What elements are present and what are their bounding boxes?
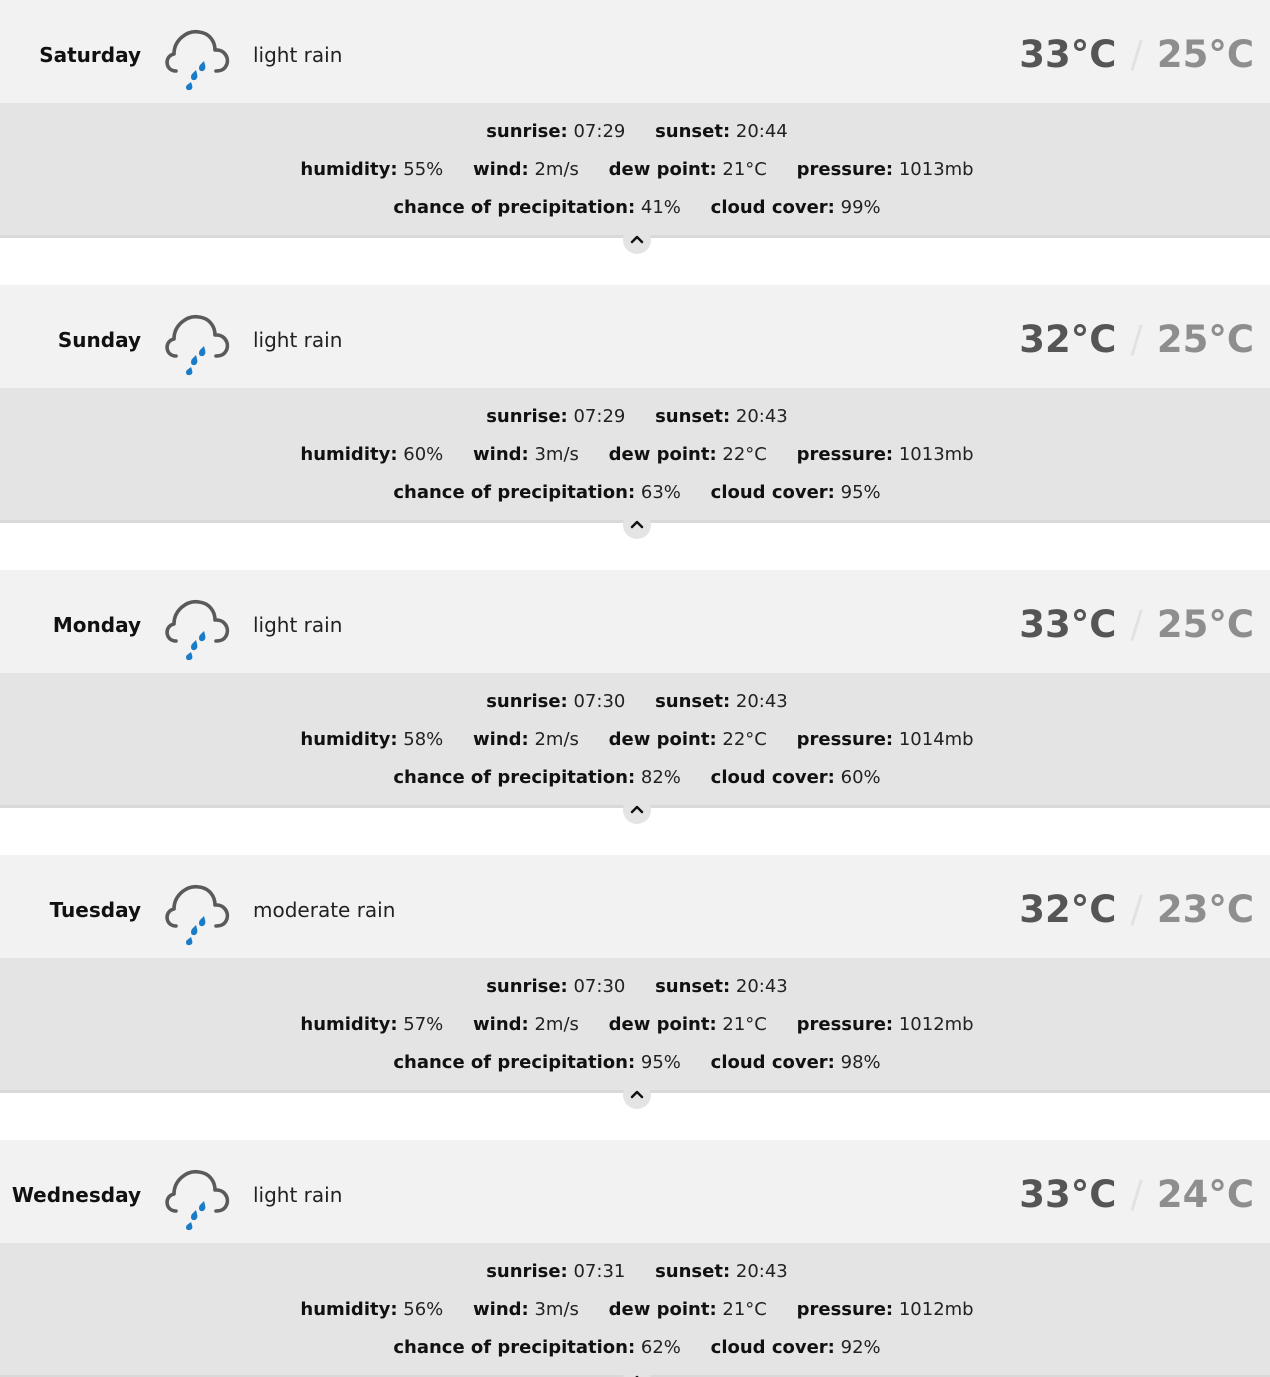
day-name: Tuesday bbox=[49, 898, 141, 922]
temp-separator: / bbox=[1130, 33, 1143, 76]
sunset-value: 20:43 bbox=[735, 691, 788, 712]
humidity-value: 56% bbox=[403, 1299, 444, 1320]
cloud-cover-label: cloud cover: bbox=[710, 1052, 835, 1073]
sunrise-item bbox=[486, 1260, 625, 1284]
wind-label: wind: bbox=[473, 1014, 529, 1035]
dew-point-label: dew point: bbox=[608, 159, 717, 180]
detail-row-sun bbox=[0, 405, 1270, 429]
detail-row-atmosphere bbox=[0, 1298, 1270, 1322]
detail-row-sun bbox=[0, 1260, 1270, 1284]
day-header[interactable] bbox=[0, 570, 1270, 673]
sunrise-label: sunrise: bbox=[486, 406, 568, 427]
dew-point-label: dew point: bbox=[608, 729, 717, 750]
wind-value: 3m/s bbox=[534, 1299, 579, 1320]
wind-item bbox=[473, 158, 579, 182]
detail-row-sun bbox=[0, 690, 1270, 714]
cloud-rain-icon bbox=[163, 311, 231, 377]
temp-high: 32°C bbox=[1019, 318, 1117, 361]
pressure-value: 1012mb bbox=[898, 1299, 974, 1320]
temp-low: 24°C bbox=[1156, 1173, 1254, 1216]
wind-label: wind: bbox=[473, 1299, 529, 1320]
detail-row-precipitation bbox=[0, 196, 1270, 220]
detail-row-sun bbox=[0, 975, 1270, 999]
day-name: Wednesday bbox=[11, 1183, 141, 1207]
sunset-label: sunset: bbox=[655, 406, 731, 427]
dew-point-label: dew point: bbox=[608, 1014, 717, 1035]
weather-condition: light rain bbox=[253, 1183, 343, 1207]
weather-condition: moderate rain bbox=[253, 898, 396, 922]
pressure-label: pressure: bbox=[796, 444, 894, 465]
temp-low: 23°C bbox=[1156, 888, 1254, 931]
wind-value: 2m/s bbox=[534, 1014, 579, 1035]
precipitation-label: chance of precipitation: bbox=[393, 1337, 636, 1358]
dew-point-label: dew point: bbox=[608, 1299, 717, 1320]
forecast-day bbox=[0, 0, 1270, 285]
precipitation-value: 95% bbox=[640, 1052, 681, 1073]
temp-high: 33°C bbox=[1019, 1173, 1117, 1216]
chevron-up-icon bbox=[630, 1089, 644, 1099]
sunrise-value: 07:30 bbox=[573, 691, 626, 712]
humidity-value: 60% bbox=[403, 444, 444, 465]
cloud-cover-item bbox=[711, 1051, 881, 1075]
humidity-item bbox=[300, 728, 443, 752]
pressure-item bbox=[797, 158, 974, 182]
collapse-toggle-button[interactable] bbox=[623, 226, 651, 254]
temp-separator: / bbox=[1130, 1173, 1143, 1216]
temp-separator: / bbox=[1130, 603, 1143, 646]
sunrise-item bbox=[486, 405, 625, 429]
precipitation-value: 63% bbox=[640, 482, 681, 503]
precipitation-value: 62% bbox=[640, 1337, 681, 1358]
pressure-item bbox=[797, 728, 974, 752]
wind-value: 2m/s bbox=[534, 729, 579, 750]
weather-condition: light rain bbox=[253, 613, 343, 637]
temperature-range bbox=[1019, 570, 1254, 673]
temp-separator: / bbox=[1130, 888, 1143, 931]
sunrise-value: 07:30 bbox=[573, 976, 626, 997]
precipitation-value: 82% bbox=[640, 767, 681, 788]
sunset-label: sunset: bbox=[655, 691, 731, 712]
wind-value: 3m/s bbox=[534, 444, 579, 465]
sunrise-item bbox=[486, 120, 625, 144]
sunset-item bbox=[655, 405, 788, 429]
dew-point-item bbox=[609, 1298, 767, 1322]
day-header[interactable] bbox=[0, 285, 1270, 388]
wind-label: wind: bbox=[473, 444, 529, 465]
temp-low: 25°C bbox=[1156, 318, 1254, 361]
temperature-range bbox=[1019, 0, 1254, 103]
detail-row-precipitation bbox=[0, 1051, 1270, 1075]
dew-point-value: 21°C bbox=[722, 159, 767, 180]
sunset-value: 20:44 bbox=[735, 121, 788, 142]
temp-low: 25°C bbox=[1156, 603, 1254, 646]
wind-item bbox=[473, 1013, 579, 1037]
day-name: Sunday bbox=[57, 328, 141, 352]
dew-point-value: 21°C bbox=[722, 1299, 767, 1320]
day-details bbox=[0, 1243, 1270, 1377]
pressure-label: pressure: bbox=[796, 159, 894, 180]
humidity-value: 55% bbox=[403, 159, 444, 180]
wind-value: 2m/s bbox=[534, 159, 579, 180]
precipitation-label: chance of precipitation: bbox=[393, 197, 636, 218]
day-name: Saturday bbox=[39, 43, 141, 67]
day-header[interactable] bbox=[0, 855, 1270, 958]
detail-row-precipitation bbox=[0, 1336, 1270, 1360]
sunset-item bbox=[655, 690, 788, 714]
dew-point-item bbox=[609, 158, 767, 182]
sunrise-label: sunrise: bbox=[486, 1261, 568, 1282]
sunset-label: sunset: bbox=[655, 121, 731, 142]
sunrise-label: sunrise: bbox=[486, 121, 568, 142]
temp-separator: / bbox=[1130, 318, 1143, 361]
cloud-cover-label: cloud cover: bbox=[710, 1337, 835, 1358]
day-header[interactable] bbox=[0, 1140, 1270, 1243]
wind-item bbox=[473, 1298, 579, 1322]
detail-row-precipitation bbox=[0, 481, 1270, 505]
pressure-item bbox=[797, 1013, 974, 1037]
sunset-item bbox=[655, 120, 788, 144]
humidity-label: humidity: bbox=[300, 159, 398, 180]
precipitation-label: chance of precipitation: bbox=[393, 767, 636, 788]
humidity-item bbox=[300, 443, 443, 467]
wind-item bbox=[473, 728, 579, 752]
dew-point-value: 22°C bbox=[722, 444, 767, 465]
sunset-item bbox=[655, 975, 788, 999]
sunrise-value: 07:31 bbox=[573, 1261, 626, 1282]
day-details bbox=[0, 673, 1270, 808]
humidity-label: humidity: bbox=[300, 729, 398, 750]
pressure-value: 1012mb bbox=[898, 1014, 974, 1035]
day-details bbox=[0, 103, 1270, 238]
wind-item bbox=[473, 443, 579, 467]
detail-row-atmosphere bbox=[0, 1013, 1270, 1037]
dew-point-value: 21°C bbox=[722, 1014, 767, 1035]
temp-high: 32°C bbox=[1019, 888, 1117, 931]
cloud-cover-label: cloud cover: bbox=[710, 482, 835, 503]
pressure-value: 1014mb bbox=[898, 729, 974, 750]
chevron-up-icon bbox=[630, 804, 644, 814]
pressure-value: 1013mb bbox=[898, 444, 974, 465]
dew-point-item bbox=[609, 443, 767, 467]
collapse-toggle-button[interactable] bbox=[623, 1081, 651, 1109]
humidity-label: humidity: bbox=[300, 444, 398, 465]
humidity-item bbox=[300, 158, 443, 182]
cloud-cover-value: 98% bbox=[840, 1052, 881, 1073]
cloud-cover-item bbox=[711, 1336, 881, 1360]
dew-point-item bbox=[609, 728, 767, 752]
precipitation-item bbox=[393, 1051, 681, 1075]
cloud-cover-value: 60% bbox=[840, 767, 881, 788]
sunset-item bbox=[655, 1260, 788, 1284]
forecast-day bbox=[0, 285, 1270, 570]
precipitation-item bbox=[393, 481, 681, 505]
detail-row-atmosphere bbox=[0, 728, 1270, 752]
day-header[interactable] bbox=[0, 0, 1270, 103]
precipitation-item bbox=[393, 1336, 681, 1360]
cloud-rain-icon bbox=[163, 26, 231, 92]
forecast-day bbox=[0, 1140, 1270, 1377]
precipitation-item bbox=[393, 766, 681, 790]
humidity-item bbox=[300, 1013, 443, 1037]
sunrise-label: sunrise: bbox=[486, 691, 568, 712]
humidity-label: humidity: bbox=[300, 1014, 398, 1035]
cloud-cover-label: cloud cover: bbox=[710, 197, 835, 218]
dew-point-label: dew point: bbox=[608, 444, 717, 465]
cloud-cover-value: 95% bbox=[840, 482, 881, 503]
collapse-toggle-button[interactable] bbox=[623, 796, 651, 824]
detail-row-atmosphere bbox=[0, 158, 1270, 182]
sunrise-item bbox=[486, 975, 625, 999]
precipitation-label: chance of precipitation: bbox=[393, 482, 636, 503]
precipitation-value: 41% bbox=[640, 197, 681, 218]
forecast-day bbox=[0, 855, 1270, 1140]
cloud-rain-icon bbox=[163, 1166, 231, 1232]
sunrise-item bbox=[486, 690, 625, 714]
sunset-label: sunset: bbox=[655, 1261, 731, 1282]
sunrise-label: sunrise: bbox=[486, 976, 568, 997]
temperature-range bbox=[1019, 855, 1254, 958]
temp-low: 25°C bbox=[1156, 33, 1254, 76]
detail-row-precipitation bbox=[0, 766, 1270, 790]
detail-row-atmosphere bbox=[0, 443, 1270, 467]
detail-row-sun bbox=[0, 120, 1270, 144]
forecast-day bbox=[0, 570, 1270, 855]
humidity-item bbox=[300, 1298, 443, 1322]
temp-high: 33°C bbox=[1019, 603, 1117, 646]
humidity-label: humidity: bbox=[300, 1299, 398, 1320]
dew-point-value: 22°C bbox=[722, 729, 767, 750]
wind-label: wind: bbox=[473, 159, 529, 180]
day-name: Monday bbox=[52, 613, 141, 637]
humidity-value: 58% bbox=[403, 729, 444, 750]
chevron-up-icon bbox=[630, 519, 644, 529]
cloud-cover-label: cloud cover: bbox=[710, 767, 835, 788]
wind-label: wind: bbox=[473, 729, 529, 750]
sunrise-value: 07:29 bbox=[573, 406, 626, 427]
sunrise-value: 07:29 bbox=[573, 121, 626, 142]
cloud-rain-icon bbox=[163, 596, 231, 662]
pressure-label: pressure: bbox=[796, 1014, 894, 1035]
pressure-item bbox=[797, 1298, 974, 1322]
sunset-value: 20:43 bbox=[735, 1261, 788, 1282]
collapse-toggle-button[interactable] bbox=[623, 511, 651, 539]
day-details bbox=[0, 388, 1270, 523]
cloud-cover-value: 99% bbox=[840, 197, 881, 218]
temperature-range bbox=[1019, 285, 1254, 388]
pressure-label: pressure: bbox=[796, 729, 894, 750]
sunset-value: 20:43 bbox=[735, 976, 788, 997]
pressure-label: pressure: bbox=[796, 1299, 894, 1320]
pressure-value: 1013mb bbox=[898, 159, 974, 180]
temperature-range bbox=[1019, 1140, 1254, 1243]
sunset-value: 20:43 bbox=[735, 406, 788, 427]
pressure-item bbox=[797, 443, 974, 467]
cloud-cover-item bbox=[711, 766, 881, 790]
humidity-value: 57% bbox=[403, 1014, 444, 1035]
cloud-cover-item bbox=[711, 196, 881, 220]
temp-high: 33°C bbox=[1019, 33, 1117, 76]
cloud-cover-item bbox=[711, 481, 881, 505]
cloud-rain-icon bbox=[163, 881, 231, 947]
chevron-up-icon bbox=[630, 234, 644, 244]
dew-point-item bbox=[609, 1013, 767, 1037]
precipitation-label: chance of precipitation: bbox=[393, 1052, 636, 1073]
weather-condition: light rain bbox=[253, 43, 343, 67]
cloud-cover-value: 92% bbox=[840, 1337, 881, 1358]
day-details bbox=[0, 958, 1270, 1093]
sunset-label: sunset: bbox=[655, 976, 731, 997]
precipitation-item bbox=[393, 196, 681, 220]
weather-condition: light rain bbox=[253, 328, 343, 352]
